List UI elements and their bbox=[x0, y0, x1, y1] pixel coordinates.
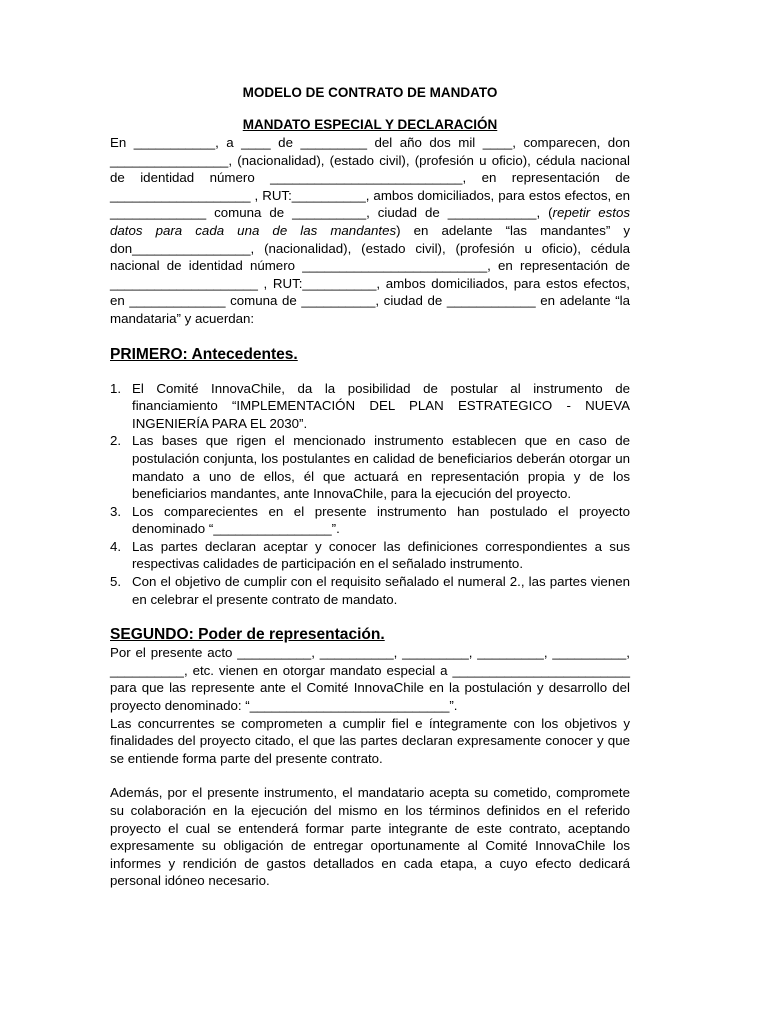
list-item-number: 5. bbox=[110, 574, 122, 590]
intro-text-part2: ) en adelante “las mandantes” y don________________, (nacionalidad), (estado civil), (profesión u oficio), cédula nacional de identidad número _________________________, en representación de ____________________ , RUT:__________, ambos domiciliados, para estos efectos, en _____________ comuna de __________, ciudad de ____________ en adelante “la mandataria” y acuerdan: bbox=[110, 222, 630, 326]
segundo-paragraph-2: Las concurrentes se comprometen a cumplir fiel e íntegramente con los objetivos y finalidades del proyecto citado, el que las partes declaran expresamente conocer y que se entiende forma parte del presente contrato. bbox=[110, 715, 630, 766]
list-item-number: 2. bbox=[110, 433, 122, 449]
antecedentes-list bbox=[110, 380, 630, 609]
list-item-number: 4. bbox=[110, 538, 122, 554]
list-item-number: 1. bbox=[110, 380, 122, 396]
list-item bbox=[110, 503, 630, 538]
segundo-paragraph-3: Además, por el presente instrumento, el mandatario acepta su cometido, compromete su colaboración en la ejecución del mismo en los términos definidos en el referido proyecto el cual se entenderá formar parte integrante de este contrato, aceptando expresamente su obligación de entregar oportunamente al Comité InnovaChile los informes y rendición de gastos detallados en cada etapa, a cuyo efecto dedicará personal idóneo necesario. bbox=[110, 785, 630, 889]
section-heading-primero: PRIMERO: Antecedentes. bbox=[110, 345, 298, 363]
list-item-text: Los comparecientes en el presente instrumento han postulado el proyecto denominado “________________”. bbox=[132, 503, 630, 537]
document-subtitle: MANDATO ESPECIAL Y DECLARACIÓN bbox=[242, 117, 498, 132]
intro-paragraph bbox=[110, 134, 630, 328]
list-item-number: 3. bbox=[110, 503, 122, 519]
list-item bbox=[110, 380, 630, 433]
intro-text-part1: En ___________, a ____ de _________ del año dos mil ____, comparecen, don ________________, (nacionalidad), (estado civil), (profesión u oficio), cédula nacional de identidad número __________________________, en representación de ___________________ , RUT:__________, ambos domiciliados, para estos efectos, en _____________ comuna de __________, ciudad de ____________, ( bbox=[110, 135, 630, 221]
list-item bbox=[110, 432, 630, 502]
document-title: MODELO DE CONTRATO DE MANDATO bbox=[242, 85, 498, 100]
list-item bbox=[110, 538, 630, 573]
list-item-text: Con el objetivo de cumplir con el requisito señalado el numeral 2., las partes vienen en celebrar el presente contrato de mandato. bbox=[132, 574, 630, 607]
intro-italic-note: repetir estos datos para cada una de las mandantes bbox=[110, 205, 630, 238]
list-item-text: Las partes declaran aceptar y conocer las definiciones correspondientes a sus respectivas calidades de participación en el señalado instrumento. bbox=[132, 538, 630, 572]
list-item-text: Las bases que rigen el mencionado instrumento establecen que en caso de postulación conjunta, los postulantes en calidad de beneficiarios deberán otorgar un mandato a uno de ellos, él que actuará en representación propia y de los beneficiarios mandantes, ante InnovaChile, para la ejecución del proyecto. bbox=[132, 433, 630, 502]
list-item bbox=[110, 573, 630, 608]
segundo-paragraph-1: Por el presente acto __________, __________, _________, _________, __________, __________, etc. vienen en otorgar mandato especial a ________________________ para que las represente ante el Comité InnovaChile en la postulación y desarrollo del proyecto denominado: “___________________________”. bbox=[110, 645, 630, 714]
section-heading-segundo: SEGUNDO: Poder de representación. bbox=[110, 626, 385, 644]
document-page bbox=[110, 82, 630, 890]
list-item-text: El Comité InnovaChile, da la posibilidad de postular al instrumento de financiamiento “IMPLEMENTACIÓN DEL PLAN ESTRATEGICO - NUEVA INGENIERÍA PARA EL 2030”. bbox=[132, 380, 630, 431]
